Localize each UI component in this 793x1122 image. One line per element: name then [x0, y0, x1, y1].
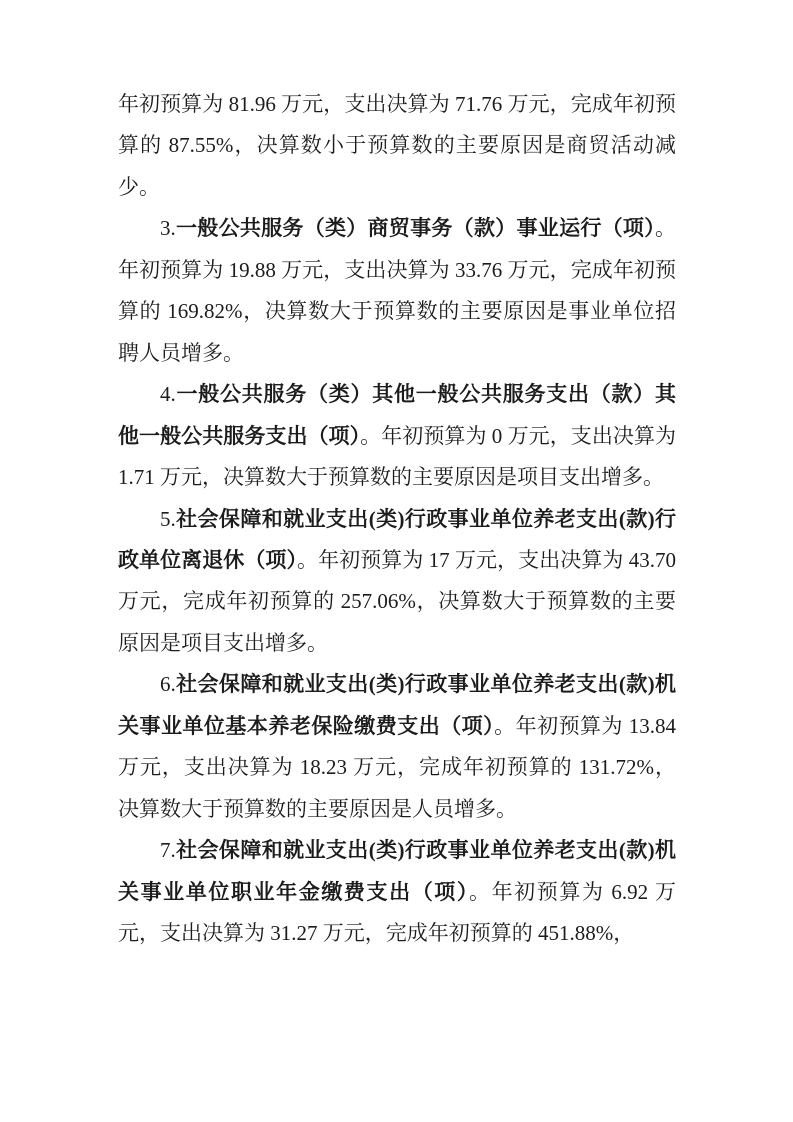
item-number: 3. [160, 216, 176, 241]
item-number: 6. [160, 672, 176, 697]
paragraph-item-3 [118, 208, 676, 374]
paragraph-item-6 [118, 664, 676, 830]
paragraph-continuation [118, 84, 676, 208]
item-heading: 社会保障和就业支出(类)行政事业单位养老支出(款)行政单位离退休（项） [118, 506, 676, 572]
item-body: 。年初预算为 19.88 万元，支出决算为 33.76 万元，完成年初预算的 169.82%，决算数大于预算数的主要原因是事业单位招聘人员增多。 [118, 216, 676, 365]
item-heading: 社会保障和就业支出(类)行政事业单位养老支出(款)机关事业单位职业年金缴费支出（项） [118, 838, 676, 904]
paragraph-item-5 [118, 499, 676, 665]
paragraph-item-7 [118, 830, 676, 954]
item-heading: 一般公共服务（类）商贸事务（款）事业运行（项） [175, 216, 655, 241]
item-heading: 社会保障和就业支出(类)行政事业单位养老支出(款)机关事业单位基本养老保险缴费支出（项） [118, 672, 676, 738]
item-heading: 一般公共服务（类）其他一般公共服务支出（款）其他一般公共服务支出（项） [118, 382, 676, 448]
item-body: 。年初预算为 17 万元，支出决算为 43.70 万元，完成年初预算的 257.06%，决算数大于预算数的主要原因是项目支出增多。 [118, 547, 677, 655]
item-number: 7. [160, 838, 176, 863]
item-number: 4. [160, 382, 176, 407]
document-text-block [118, 84, 676, 955]
item-body: 。年初预算为 0 万元，支出决算为 1.71 万元，决算数大于预算数的主要原因是项目支出增多。 [118, 423, 677, 490]
paragraph-item-4 [118, 374, 676, 498]
item-body: 。年初预算为 6.92 万元，支出决算为 31.27 万元，完成年初预算的 451.88%， [118, 879, 676, 946]
paragraph-text: 年初预算为 81.96 万元，支出决算为 71.76 万元，完成年初预算的 87.55%，决算数小于预算数的主要原因是商贸活动减少。 [118, 92, 676, 199]
item-number: 5. [160, 506, 176, 531]
item-body: 。年初预算为 13.84 万元，支出决算为 18.23 万元，完成年初预算的 131.72%，决算数大于预算数的主要原因是人员增多。 [118, 713, 677, 821]
